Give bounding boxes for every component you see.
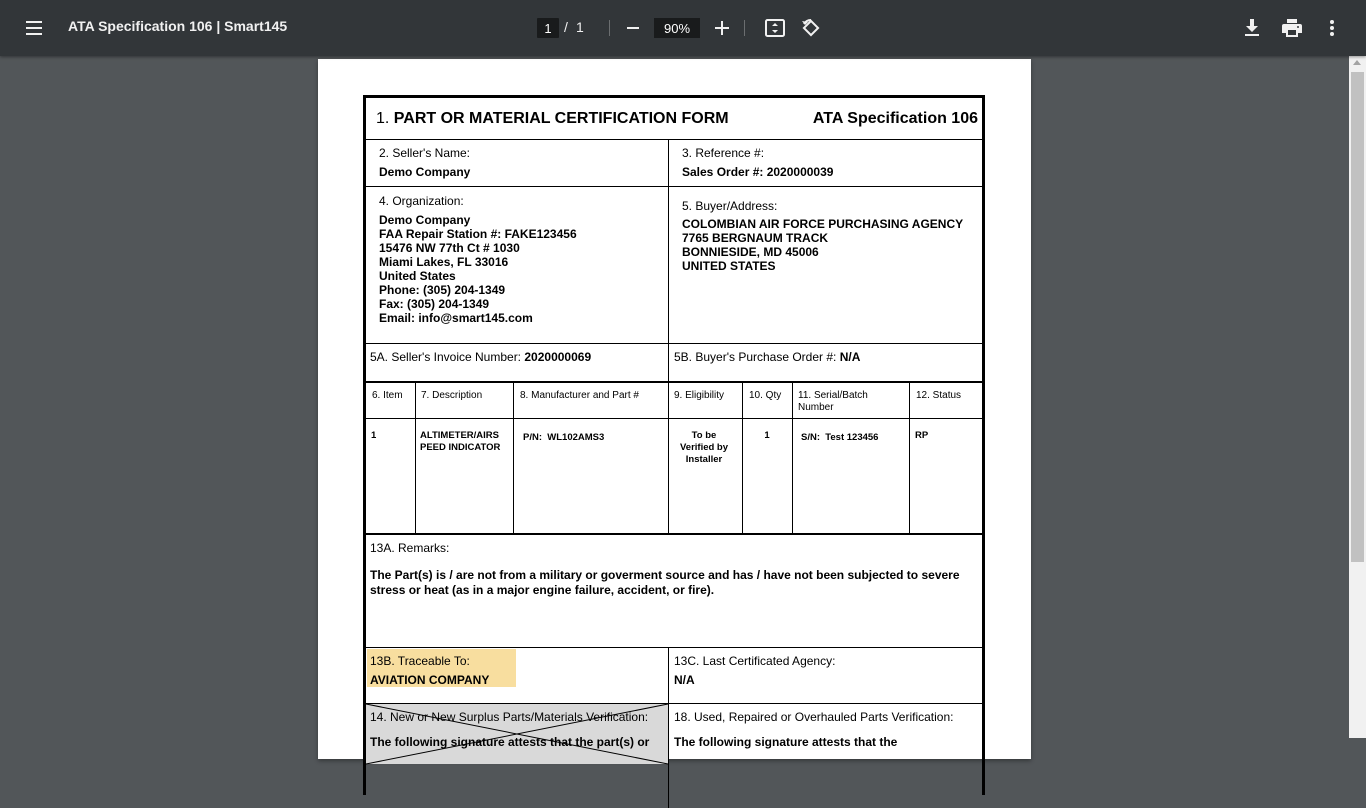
page-separator: / bbox=[564, 19, 568, 35]
rule bbox=[513, 383, 514, 533]
zoom-level-input[interactable]: 90% bbox=[654, 18, 700, 38]
menu-icon[interactable] bbox=[18, 16, 50, 40]
zoom-out-button[interactable] bbox=[622, 17, 644, 39]
fit-to-page-button[interactable] bbox=[763, 16, 787, 40]
org-line: Email: info@smart145.com bbox=[379, 311, 533, 325]
block14-label: 14. New or New Surplus Parts/Materials Verification: bbox=[370, 710, 649, 724]
rule bbox=[366, 343, 982, 344]
toolbar-divider bbox=[609, 20, 610, 36]
col-header-status: 12. Status bbox=[916, 390, 962, 401]
pdf-toolbar bbox=[0, 0, 1366, 56]
fit-page-icon bbox=[765, 19, 785, 37]
col-header-item: 6. Item bbox=[372, 390, 403, 401]
remarks-label: 13A. Remarks: bbox=[370, 541, 450, 555]
remarks-text: The Part(s) is / are not from a military or goverment source and has / have not been subjected to severe stress or heat (as in a major engine failure, accident, or fire). bbox=[370, 568, 960, 597]
organization-label: 4. Organization: bbox=[379, 194, 464, 208]
block14-text: The following signature attests that the part(s) or bbox=[370, 735, 650, 749]
last-cert-value: N/A bbox=[674, 673, 695, 687]
buyer-line: 7765 BERGNAUM TRACK bbox=[682, 231, 829, 245]
reference-value: Sales Order #: 2020000039 bbox=[682, 165, 834, 179]
org-line: FAA Repair Station #: FAKE123456 bbox=[379, 227, 577, 241]
rule bbox=[668, 344, 669, 382]
zoom-in-button[interactable] bbox=[711, 17, 733, 39]
rotate-button[interactable] bbox=[799, 16, 823, 40]
rule bbox=[668, 648, 669, 808]
col-header-part: 8. Manufacturer and Part # bbox=[520, 390, 639, 401]
org-line: Fax: (305) 204-1349 bbox=[379, 297, 490, 311]
row-description: ALTIMETER/AIRS PEED INDICATOR bbox=[420, 430, 501, 453]
rule bbox=[366, 418, 982, 419]
page-total: 1 bbox=[576, 19, 584, 35]
org-line: United States bbox=[379, 269, 456, 283]
rule bbox=[366, 139, 982, 140]
scroll-up-arrow-icon[interactable] bbox=[1353, 60, 1361, 65]
form-title: 1. PART OR MATERIAL CERTIFICATION FORM bbox=[376, 110, 729, 127]
seller-label: 2. Seller's Name: bbox=[379, 146, 470, 160]
seller-name: Demo Company bbox=[379, 165, 471, 179]
rule bbox=[366, 186, 982, 187]
vertical-scrollbar[interactable] bbox=[1349, 56, 1366, 738]
page-number-input[interactable]: 1 bbox=[537, 18, 559, 38]
rule bbox=[415, 383, 416, 533]
download-icon bbox=[1244, 19, 1260, 37]
last-cert-label: 13C. Last Certificated Agency: bbox=[674, 654, 836, 668]
certification-form bbox=[363, 95, 985, 795]
row-eligibility: To be Verified by Installer bbox=[679, 430, 729, 465]
rule bbox=[909, 383, 910, 533]
rule bbox=[366, 647, 982, 648]
minus-icon bbox=[627, 27, 639, 29]
col-header-serial: 11. Serial/Batch Number bbox=[798, 390, 868, 413]
print-icon bbox=[1282, 19, 1302, 37]
block18-text: The following signature attests that the bbox=[674, 735, 898, 749]
col-header-description: 7. Description bbox=[421, 390, 483, 401]
invoice-number: 5A. Seller's Invoice Number: 2020000069 bbox=[370, 350, 592, 364]
print-button[interactable] bbox=[1280, 16, 1304, 40]
traceable-label: 13B. Traceable To: bbox=[370, 654, 470, 668]
block18-label: 18. Used, Repaired or Overhauled Parts Verification: bbox=[674, 710, 954, 724]
row-part: P/N: WL102AMS3 bbox=[523, 432, 605, 443]
more-vertical-icon bbox=[1330, 20, 1334, 36]
org-line: 15476 NW 77th Ct # 1030 bbox=[379, 241, 520, 255]
org-line: Phone: (305) 204-1349 bbox=[379, 283, 506, 297]
rotate-icon bbox=[801, 18, 821, 38]
buyer-line: UNITED STATES bbox=[682, 259, 776, 273]
row-status: RP bbox=[915, 430, 929, 441]
rule bbox=[366, 533, 982, 535]
rule bbox=[668, 139, 669, 344]
spec-title: ATA Specification 106 bbox=[812, 110, 978, 127]
more-options-button[interactable] bbox=[1320, 16, 1344, 40]
rule bbox=[742, 383, 743, 533]
toolbar-divider bbox=[744, 20, 745, 36]
row-serial: S/N: Test 123456 bbox=[801, 432, 879, 443]
reference-label: 3. Reference #: bbox=[682, 146, 765, 160]
col-header-qty: 10. Qty bbox=[749, 390, 782, 401]
rule bbox=[668, 383, 669, 533]
row-qty: 1 bbox=[764, 430, 770, 441]
buyer-line: BONNIESIDE, MD 45006 bbox=[682, 245, 819, 259]
buyer-line: COLOMBIAN AIR FORCE PURCHASING AGENCY bbox=[682, 217, 964, 231]
org-line: Miami Lakes, FL 33016 bbox=[379, 255, 509, 269]
buyer-label: 5. Buyer/Address: bbox=[682, 199, 778, 213]
plus-icon bbox=[715, 21, 729, 35]
col-header-eligibility: 9. Eligibility bbox=[674, 390, 725, 401]
buyer-block bbox=[682, 217, 963, 273]
pdf-page bbox=[318, 59, 1031, 759]
scrollbar-thumb[interactable] bbox=[1351, 72, 1364, 562]
row-item: 1 bbox=[371, 430, 377, 441]
rule bbox=[792, 383, 793, 533]
traceable-value: AVIATION COMPANY bbox=[370, 673, 490, 687]
download-button[interactable] bbox=[1240, 16, 1264, 40]
rule bbox=[366, 381, 982, 383]
org-line: Demo Company bbox=[379, 213, 471, 227]
purchase-order: 5B. Buyer's Purchase Order #: N/A bbox=[674, 350, 861, 364]
organization-block bbox=[379, 213, 577, 325]
document-title: ATA Specification 106 | Smart145 bbox=[68, 18, 288, 34]
